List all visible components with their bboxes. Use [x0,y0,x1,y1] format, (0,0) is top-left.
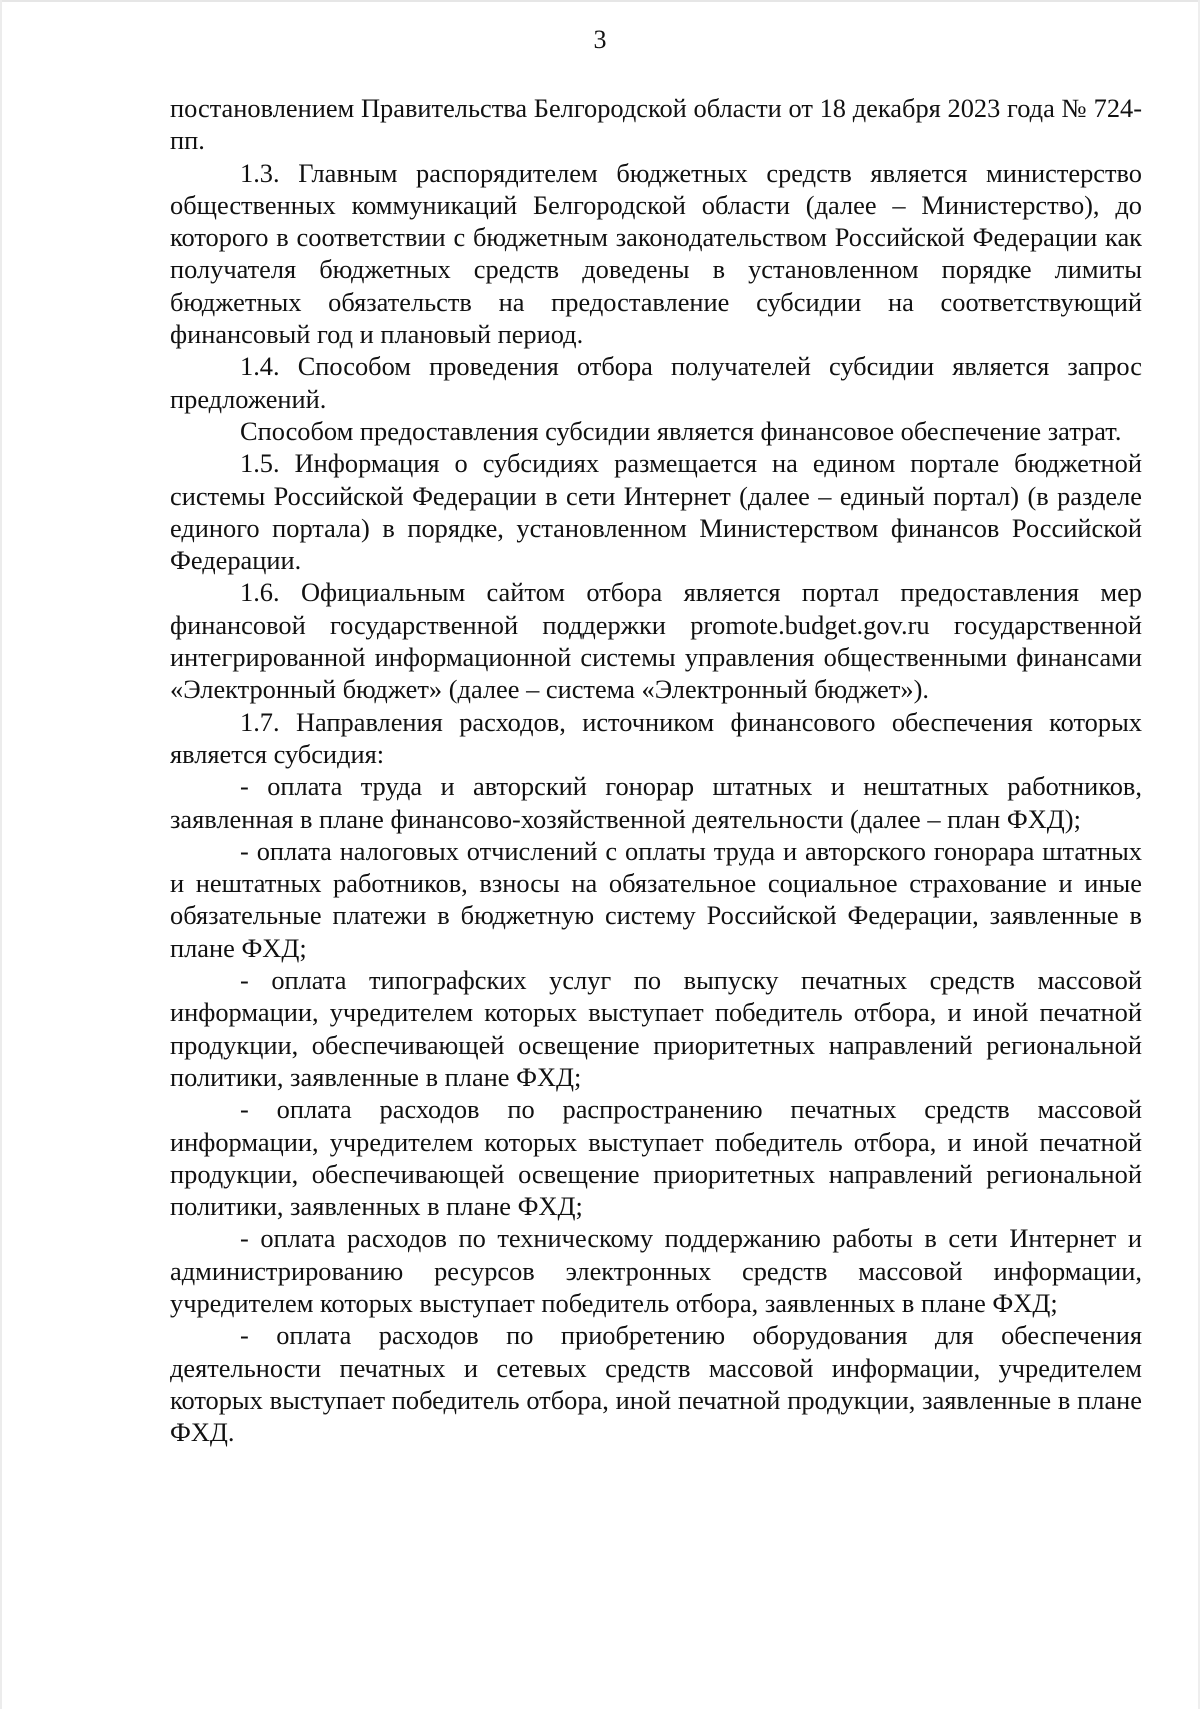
list-item-tax-deductions: - оплата налоговых отчислений с оплаты труда и авторского гонорара штатных и нештатных работников, взносы на обязательное социальное страхование и иные обязательные платежи в бюджетную систему Российской Федерации, заявленные в плане ФХД; [170,835,1142,963]
paragraph-1-5: 1.5. Информация о субсидиях размещается на едином портале бюджетной системы Российской Федерации в сети Интернет (далее – единый портал) (в разделе единого портала) в порядке, установленном Министерством финансов Российской Федерации. [170,448,1142,576]
scan-edge-top [0,0,1200,2]
document-body [170,92,1142,1448]
paragraph-1-7: 1.7. Направления расходов, источником финансового обеспечения которых является субсидия: [170,706,1142,769]
list-item-wages: - оплата труда и авторский гонорар штатных и нештатных работников, заявленная в плане финансово-хозяйственной деятельности (далее – план ФХД); [170,771,1142,834]
paragraph-resolution-reference: постановлением Правительства Белгородской области от 18 декабря 2023 года № 724-пп. [170,93,1142,156]
scan-edge-left [0,0,2,1709]
list-item-distribution: - оплата расходов по распространению печатных средств массовой информации, учредителем которых выступает победитель отбора, и иной печатной продукции, обеспечивающей освещение приоритетных направлений региональной политики, заявленных в плане ФХД; [170,1094,1142,1222]
page-number: 3 [593,25,607,54]
paragraph-1-4-method: Способом предоставления субсидии является финансовое обеспечение затрат. [240,415,1122,446]
paragraph-1-4: 1.4. Способом проведения отбора получателей субсидии является запрос предложений. [170,351,1142,414]
list-item-equipment: - оплата расходов по приобретению оборудования для обеспечения деятельности печатных и сетевых средств массовой информации, учредителем которых выступает победитель отбора, иной печатной продукции, заявленные в плане ФХД. [170,1320,1142,1448]
list-item-printing-services: - оплата типографских услуг по выпуску печатных средств массовой информации, учредителем которых выступает победитель отбора, и иной печатной продукции, обеспечивающей освещение приоритетных направлений региональной политики, заявленные в плане ФХД; [170,965,1142,1092]
paragraph-1-3: 1.3. Главным распорядителем бюджетных средств является министерство общественных коммуникаций Белгородской области (далее – Министерство), до которого в соответствии с бюджетным законодательством Российской Федерации как получателя бюджетных средств доведены в установленном порядке лимиты бюджетных обязательств на предоставление субсидии на соответствующий финансовый год и плановый период. [170,157,1142,350]
list-item-internet-support: - оплата расходов по техническому поддержанию работы в сети Интернет и администрированию ресурсов электронных средств массовой информации, учредителем которых выступает победитель отбора, заявленных в плане ФХД; [170,1223,1142,1318]
paragraph-1-6: 1.6. Официальным сайтом отбора является портал предоставления мер финансовой государственной поддержки promote.budget.gov.ru государственной интегрированной информационной системы управления общественными финансами «Электронный бюджет» (далее – система «Электронный бюджет»). [170,577,1142,705]
